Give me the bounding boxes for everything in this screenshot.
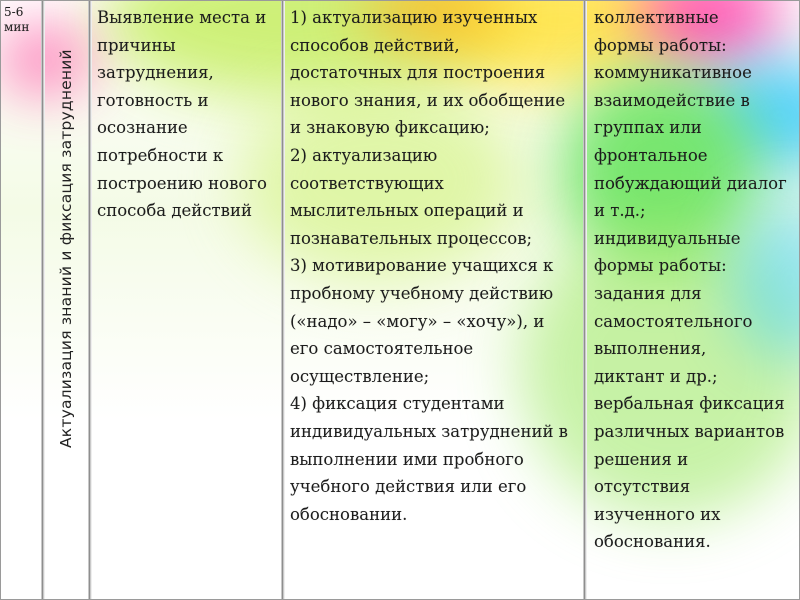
- stage-title: Актуализация знаний и фиксация затруднений: [57, 49, 75, 448]
- goals-text: Выявление места и причины затруднения, готовность и осознание потребности к построению нового способа действий: [97, 8, 267, 221]
- forms-text: коллективные формы работы: коммуникативное взаимодействие в группах или фронтальное побуждающий диалог и т.д.; индивидуальные формы работы: задания для самостоятельного выполнения, диктант и др.; вербальная фиксация различных вариантов решения и отсутствия изученного их обоснования.: [594, 8, 787, 552]
- steps-text: 1) актуализацию изученных способов действий, достаточных для построения нового знания, и их обобщение и знаковую фиксацию; 2) актуализацию соответствующих мыслительных операций и познавательных процессов; 3) мотивирование учащихся к пробному учебному действию («надо» – «могу» – «хочу»), и его самостоятельное осуществление; 4) фиксация студентами индивидуальных затруднений в выполнении ими пробного учебного действия или его обосновании.: [290, 8, 568, 524]
- time-text: 5-6 мин: [4, 5, 30, 34]
